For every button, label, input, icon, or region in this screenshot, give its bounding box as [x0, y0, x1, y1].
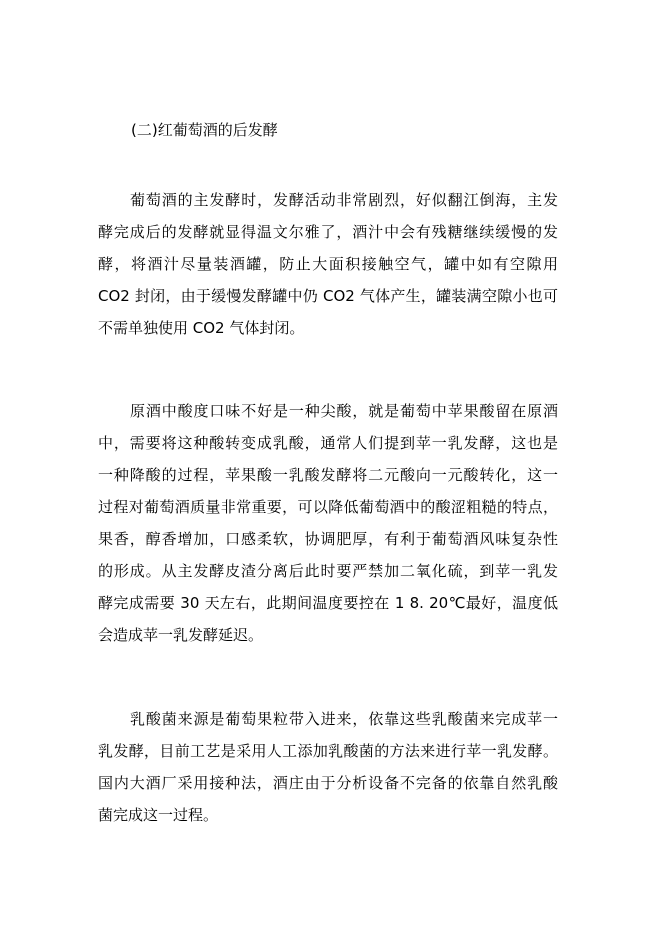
paragraph-line: CO2 封闭，由于缓慢发酵罐中仍 CO2 气体产生，罐装满空隙小也可 [98, 287, 558, 305]
paragraph-line: 乳发酵，目前工艺是采用人工添加乳酸菌的方法来进行苹一乳发酵。 [98, 742, 558, 760]
paragraph-line: 果香，醇香增加，口感柔软，协调肥厚，有利于葡萄酒风味复杂性 [98, 530, 558, 548]
paragraph-line: 乳酸菌来源是葡萄果粒带入进来，依靠这些乳酸菌来完成苹一 [130, 710, 558, 728]
paragraph-line: 不需单独使用 CO2 气体封闭。 [98, 319, 305, 337]
paragraph-line: 的形成。从主发酵皮渣分离后此时要严禁加二氧化硫，到苹一乳发 [98, 562, 558, 580]
paragraph-line: 过程对葡萄酒质量非常重要，可以降低葡萄酒中的酸涩粗糙的特点， [98, 498, 558, 516]
paragraph-line: 葡萄酒的主发酵时，发酵活动非常剧烈，好似翻江倒海，主发 [130, 191, 558, 209]
paragraph-line: 酵完成需要 30 天左右，此期间温度要控在 1 8. 20℃最好，温度低 [98, 594, 558, 612]
paragraph-2 [98, 400, 558, 656]
section-heading: (二)红葡萄酒的后发酵 [131, 121, 278, 139]
paragraph-line: 中，需要将这种酸转变成乳酸，通常人们提到苹一乳发酵，这也是 [98, 434, 558, 452]
paragraph-line: 菌完成这一过程。 [98, 806, 219, 824]
paragraph-line: 会造成苹一乳发酵延迟。 [98, 626, 264, 644]
paragraph-3 [98, 708, 558, 836]
paragraph-1 [98, 189, 558, 349]
paragraph-line: 国内大酒厂采用接种法，酒庄由于分析设备不完备的依靠自然乳酸 [98, 774, 558, 792]
paragraph-line: 原酒中酸度口味不好是一种尖酸，就是葡萄中苹果酸留在原酒 [130, 402, 558, 420]
paragraph-line: 酵完成后的发酵就显得温文尔雅了，酒汁中会有残糖继续缓慢的发 [98, 223, 558, 241]
paragraph-line: 酵，将酒汁尽量装酒罐，防止大面积接触空气，罐中如有空隙用 [98, 255, 558, 273]
paragraph-line: 一种降酸的过程，苹果酸一乳酸发酵将二元酸向一元酸转化，这一 [98, 466, 558, 484]
